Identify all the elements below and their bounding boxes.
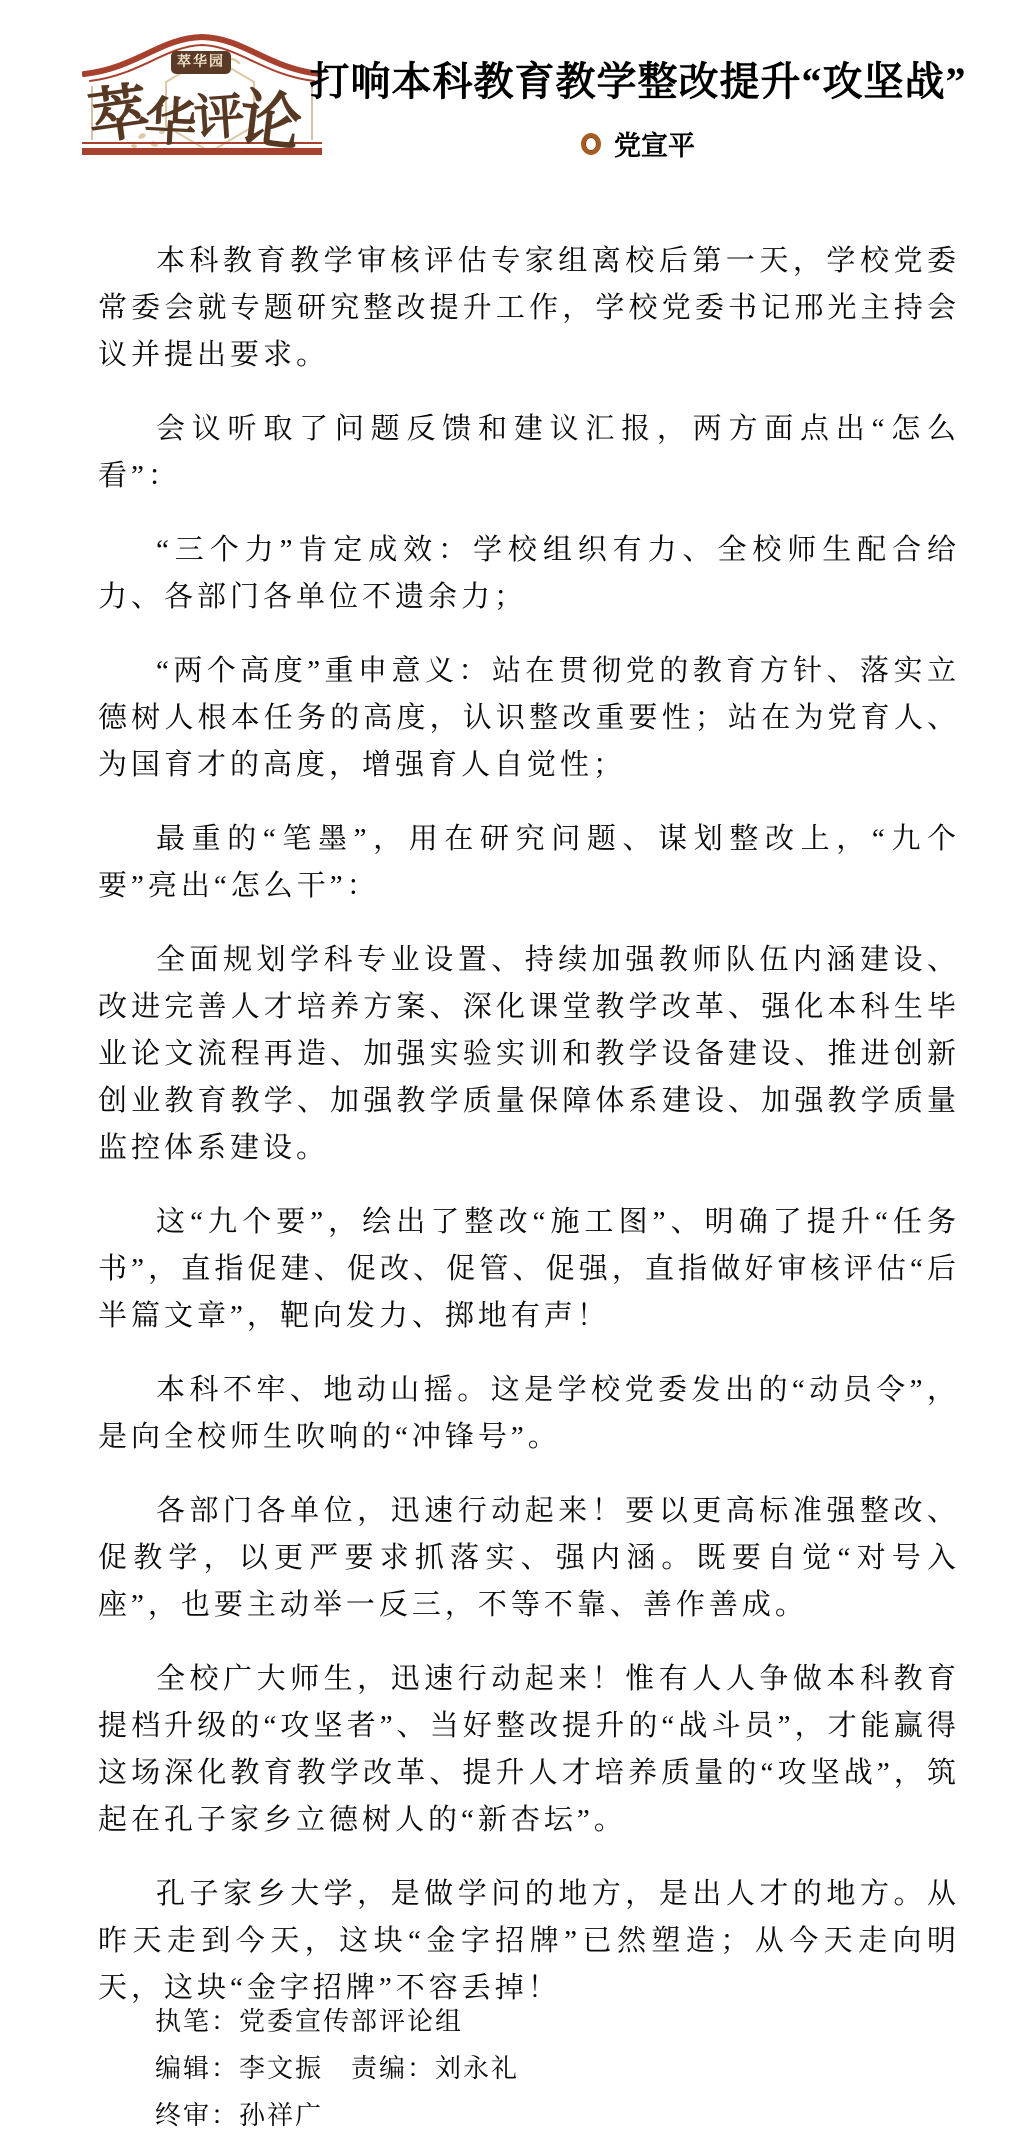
title-block (252, 50, 1024, 163)
paragraph: “三个力”肯定成效：学校组织有力、全校师生配合给力、各部门各单位不遗余力； (98, 534, 960, 613)
article-credits (155, 1998, 519, 2139)
brand-char: 华 (142, 93, 198, 154)
credit-line-writer: 执笔：党委宣传部评论组 (155, 2007, 464, 2036)
logo-seal-text: 萃华园 (177, 55, 225, 70)
brand-char: 萃 (84, 78, 153, 152)
brand-char: 评 (192, 87, 247, 147)
paragraph: 孔子家乡大学，是做学问的地方，是出人才的地方。从昨天走到今天，这块“金字招牌”已然塑造；从今天走向明天，这块“金字招牌”不容丢掉！ (98, 1878, 960, 2004)
author-row (252, 124, 1024, 163)
article-body (98, 238, 960, 2012)
article-title: 打响本科教育教学整改提升“攻坚战” (309, 59, 967, 104)
author-bullet-ring-icon (581, 133, 601, 155)
paragraph: “两个高度”重申意义：站在贯彻党的教育方针、落实立德树人根本任务的高度，认识整改重要性；站在为党育人、为国育才的高度，增强育人自觉性； (98, 655, 960, 781)
paragraph: 本科不牢、地动山摇。这是学校党委发出的“动员令”，是向全校师生吹响的“冲锋号”。 (98, 1374, 960, 1453)
brand-char: 论 (235, 84, 306, 160)
paragraph: 会议听取了问题反馈和建议汇报，两方面点出“怎么看”： (98, 413, 960, 492)
paragraph: 这“九个要”，绘出了整改“施工图”、明确了提升“任务书”，直指促建、促改、促管、促强，直指做好审核评估“后半篇文章”，靶向发力、掷地有声！ (98, 1206, 960, 1332)
credit-line-reviewer: 终审：孙祥广 (155, 2101, 324, 2130)
paragraph: 全校广大师生，迅速行动起来！惟有人人争做本科教育提档升级的“攻坚者”、当好整改提升的“战斗员”，才能赢得这场深化教育教学改革、提升人才培养质量的“攻坚战”，筑起在孔子家乡立德树人的“新杏坛”。 (98, 1663, 960, 1836)
credit-line-editor: 编辑：李文振 责编：刘永礼 (155, 2054, 520, 2083)
paragraph: 本科教育教学审核评估专家组离校后第一天，学校党委常委会就专题研究整改提升工作，学校党委书记邢光主持会议并提出要求。 (98, 245, 960, 371)
paragraph: 全面规划学科专业设置、持续加强教师队伍内涵建设、改进完善人才培养方案、深化课堂教学改革、强化本科生毕业论文流程再造、加强实验实训和教学设备建设、推进创新创业教育教学、加强教学质量保障体系建设、加强教学质量监控体系建设。 (98, 944, 960, 1164)
paragraph: 最重的“笔墨”，用在研究问题、谋划整改上，“九个要”亮出“怎么干”： (98, 823, 960, 902)
author-name: 党宣平 (614, 131, 695, 161)
paragraph: 各部门各单位，迅速行动起来！要以更高标准强整改、促教学，以更严要求抓落实、强内涵。既要自觉“对号入座”，也要主动举一反三，不等不靠、善作善成。 (98, 1495, 960, 1621)
